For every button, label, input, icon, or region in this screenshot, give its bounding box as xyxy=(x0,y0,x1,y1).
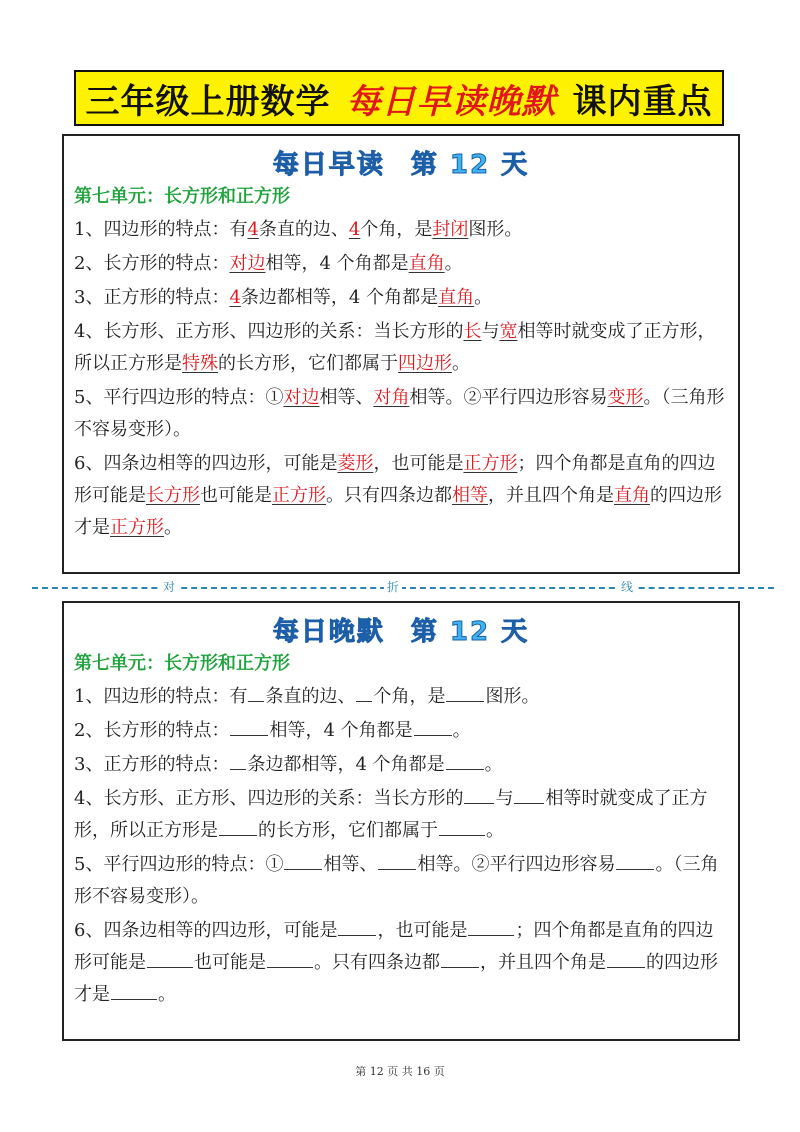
blank xyxy=(607,949,645,968)
evening-dictation-card xyxy=(62,601,740,1041)
morning-points xyxy=(64,214,738,544)
answer: 特殊 xyxy=(182,353,218,374)
blank xyxy=(230,717,268,736)
answer: 正方形 xyxy=(110,517,164,538)
fold-label-2: 折 xyxy=(384,578,402,595)
text: 。 xyxy=(158,984,176,1005)
page-number: 第 12 页 共 16 页 xyxy=(355,1065,445,1078)
text: 图形。 xyxy=(485,686,540,707)
morning-title-text: 每日早读 xyxy=(272,150,385,180)
evening-title xyxy=(64,611,738,647)
text: 相等。②平行四边形容易 xyxy=(417,854,616,875)
morning-point-2 xyxy=(74,248,728,280)
text: 。只有四条边都 xyxy=(314,952,440,973)
answer: 长方形 xyxy=(146,485,200,506)
text: 相等。②平行四边形容易 xyxy=(409,387,608,408)
text: 。只有四条边都 xyxy=(326,485,452,506)
answer: 封闭 xyxy=(432,219,469,240)
text: 。 xyxy=(486,820,504,841)
text: ，并且四个角是 xyxy=(488,485,614,506)
evening-point-6 xyxy=(74,915,728,1011)
morning-point-4 xyxy=(74,316,728,380)
blank xyxy=(616,851,654,870)
text: 与 xyxy=(481,321,500,342)
answer: 直角 xyxy=(408,253,445,274)
text: 2、长方形的特点： xyxy=(74,720,230,741)
blank xyxy=(147,949,193,968)
morning-reading-card xyxy=(62,134,740,574)
answer: 菱形 xyxy=(337,453,374,474)
evening-point-1 xyxy=(74,681,728,713)
text: 。（三角形不容易变形）。 xyxy=(74,854,719,907)
answer: 正方形 xyxy=(463,453,518,474)
evening-unit-heading: 第七单元：长方形和正方形 xyxy=(74,653,290,674)
text: 个角，是 xyxy=(360,219,433,240)
evening-point-3 xyxy=(74,749,728,781)
blank xyxy=(248,683,264,702)
evening-title-text: 每日晚默 xyxy=(272,617,385,647)
text: 也可能是 xyxy=(200,485,272,506)
banner-theme: 每日早读晚默 xyxy=(346,81,557,122)
banner-grade: 三年级上册数学 xyxy=(85,81,331,122)
text: 6、四条边相等的四边形，可能是 xyxy=(74,920,338,941)
text: ，也可能是 xyxy=(373,453,464,474)
morning-point-5 xyxy=(74,382,728,446)
text: 。 xyxy=(164,517,182,538)
text: 。 xyxy=(452,353,470,374)
text: 条直的边、 xyxy=(265,686,356,707)
text: 。 xyxy=(474,287,493,308)
text: 条边都相等，4 个角都是 xyxy=(240,287,439,308)
text: ，并且四个角是 xyxy=(480,952,606,973)
text: ；四个角都是直角的四边形可能是 xyxy=(74,453,716,506)
evening-point-2 xyxy=(74,715,728,747)
blank xyxy=(446,751,484,770)
text: 2、长方形的特点： xyxy=(74,253,230,274)
fold-line xyxy=(0,582,800,594)
answer: 4 xyxy=(247,219,259,240)
morning-unit-heading: 第七单元：长方形和正方形 xyxy=(74,186,290,207)
answer: 变形 xyxy=(607,387,644,408)
banner-topic: 课内重点 xyxy=(572,81,713,122)
text: 相等，4 个角都是 xyxy=(269,720,413,741)
text: 。 xyxy=(452,720,471,741)
title-banner xyxy=(74,70,724,126)
answer: 长 xyxy=(463,321,482,342)
text: 图形。 xyxy=(468,219,523,240)
answer: 对边 xyxy=(229,253,266,274)
text: 的四边形才是 xyxy=(74,952,718,1005)
text: 。 xyxy=(484,754,503,775)
blank xyxy=(446,683,484,702)
text: 与 xyxy=(495,788,514,809)
morning-point-3 xyxy=(74,282,728,314)
text: 1、四边形的特点：有 xyxy=(74,219,248,240)
blank xyxy=(464,785,494,804)
text: 3、正方形的特点： xyxy=(74,287,230,308)
answer: 宽 xyxy=(499,321,518,342)
morning-title xyxy=(64,144,738,180)
text: ；四个角都是直角的四边形可能是 xyxy=(74,920,714,973)
blank xyxy=(468,917,514,936)
text: 的长方形，它们都属于 xyxy=(258,820,438,841)
fold-label-1: 对 xyxy=(160,578,178,595)
text: 。 xyxy=(444,253,463,274)
text: 的四边形才是 xyxy=(74,485,722,538)
blank xyxy=(441,949,479,968)
text: 相等时就变成了正方形，所以正方形是 xyxy=(74,321,716,374)
text: 5、平行四边形的特点：① xyxy=(74,854,284,875)
text: 5、平行四边形的特点：① xyxy=(74,387,284,408)
answer: 相等 xyxy=(452,485,488,506)
text: 也可能是 xyxy=(194,952,266,973)
fold-label-3: 线 xyxy=(618,578,636,595)
blank xyxy=(230,751,246,770)
evening-points xyxy=(64,681,738,1011)
text: 6、四条边相等的四边形，可能是 xyxy=(74,453,338,474)
blank xyxy=(378,851,416,870)
blank xyxy=(356,683,372,702)
text: 4、长方形、正方形、四边形的关系：当长方形的 xyxy=(74,788,464,809)
blank xyxy=(219,817,257,836)
evening-day: 第 12 天 xyxy=(410,617,530,647)
text: 相等、 xyxy=(323,854,378,875)
answer: 直角 xyxy=(614,485,650,506)
answer: 四边形 xyxy=(398,353,452,374)
answer: 4 xyxy=(229,287,241,308)
text: 3、正方形的特点： xyxy=(74,754,230,775)
blank xyxy=(267,949,313,968)
answer: 正方形 xyxy=(272,485,326,506)
blank xyxy=(338,917,376,936)
answer: 4 xyxy=(348,219,361,240)
fold-dash xyxy=(32,587,774,589)
blank xyxy=(514,785,544,804)
blank xyxy=(414,717,452,736)
text: 条边都相等，4 个角都是 xyxy=(247,754,445,775)
answer: 对边 xyxy=(283,387,320,408)
text: 相等，4 个角都是 xyxy=(265,253,409,274)
morning-day: 第 12 天 xyxy=(410,150,530,180)
text: 。（三角形不容易变形）。 xyxy=(74,387,725,440)
morning-point-6 xyxy=(74,448,728,544)
text: 1、四边形的特点：有 xyxy=(74,686,248,707)
answer: 对角 xyxy=(373,387,410,408)
morning-point-1 xyxy=(74,214,728,246)
blank xyxy=(439,817,485,836)
evening-point-4 xyxy=(74,783,728,847)
text: 相等时就变成了正方形，所以正方形是 xyxy=(74,788,708,841)
text: ，也可能是 xyxy=(377,920,468,941)
text: 的长方形，它们都属于 xyxy=(218,353,398,374)
text: 相等、 xyxy=(319,387,374,408)
text: 条直的边、 xyxy=(258,219,349,240)
blank xyxy=(284,851,322,870)
answer: 直角 xyxy=(438,287,475,308)
evening-point-5 xyxy=(74,849,728,913)
text: 个角，是 xyxy=(373,686,446,707)
blank xyxy=(111,981,157,1000)
text: 4、长方形、正方形、四边形的关系：当长方形的 xyxy=(74,321,464,342)
